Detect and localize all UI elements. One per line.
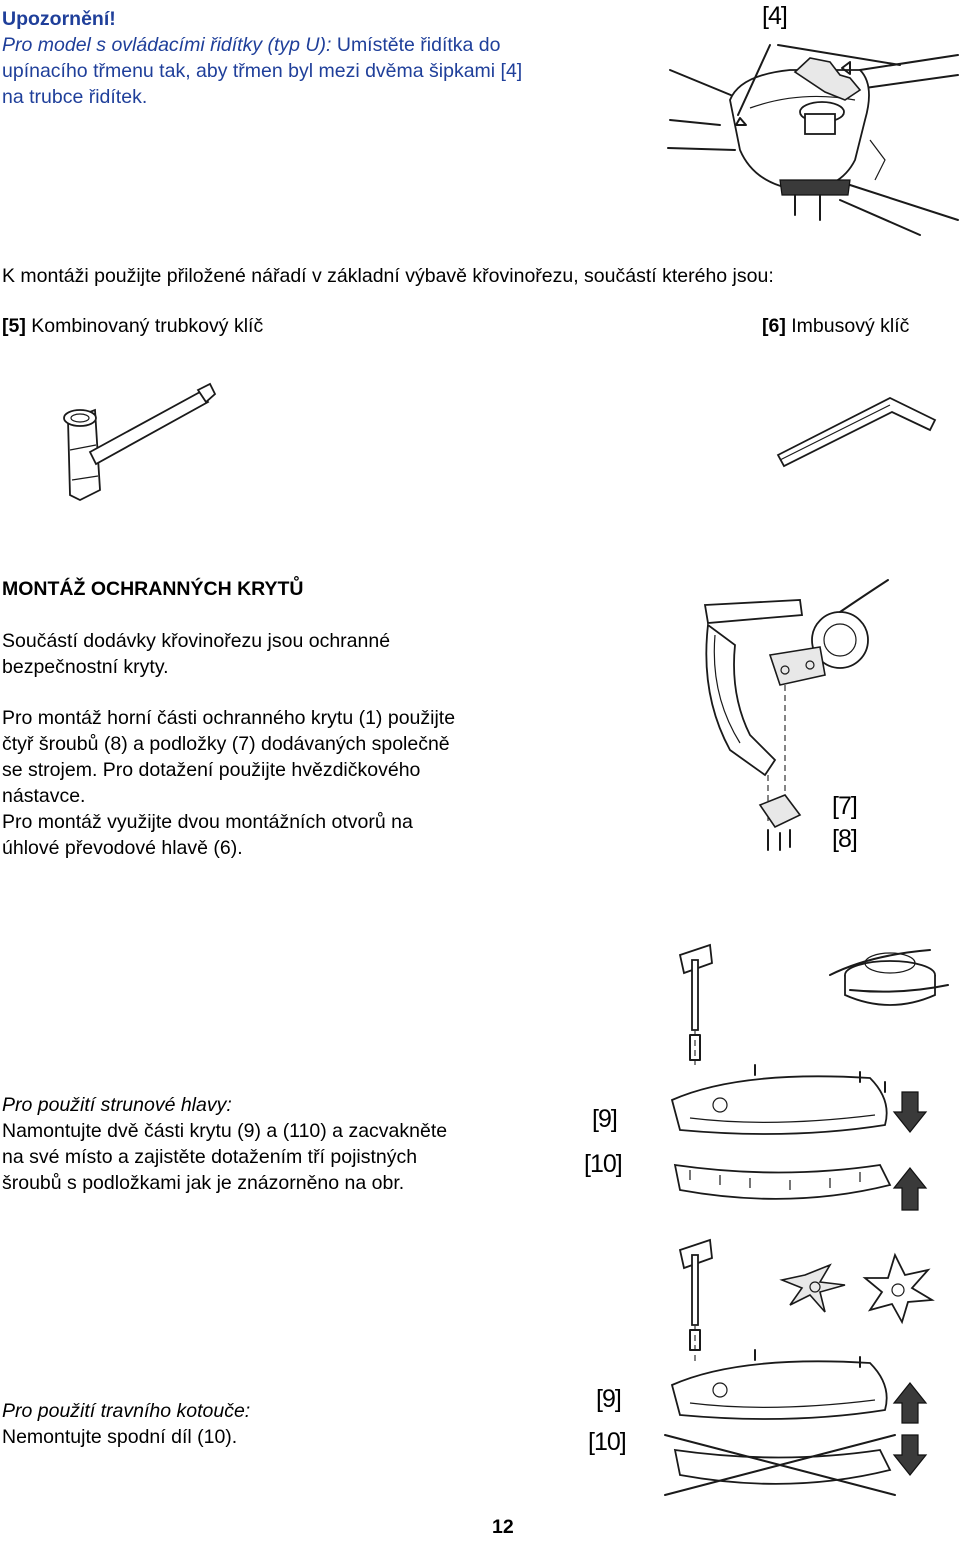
- blade-line-1: Nemontujte spodní díl (10).: [2, 1426, 238, 1448]
- warning-line-1: [2, 32, 642, 58]
- blade-tool-illustration: [670, 1230, 950, 1370]
- guards-p2-line-5: Pro montáž využijte dvou montážních otvorů na: [2, 811, 413, 833]
- hex-allen-key-illustration: [770, 390, 945, 470]
- warning-title: Upozornění!: [2, 8, 116, 30]
- string-head-block: [2, 1092, 562, 1196]
- warning-block: [2, 6, 642, 110]
- string-head-title: Pro použití strunové hlavy:: [2, 1094, 232, 1116]
- string-head-line-2: na své místo a zajistěte dotažením tří pojistných: [2, 1146, 418, 1168]
- figure-label-8: [8]: [832, 825, 857, 853]
- figure-label-7: [7]: [832, 792, 857, 820]
- combination-socket-wrench-illustration: [50, 380, 220, 515]
- tools-intro: K montáži použijte přiložené nářadí v základní výbavě křovinořezu, součástí kterého jsou:: [2, 265, 774, 287]
- tool-5-name: Kombinovaný trubkový klíč: [25, 315, 264, 337]
- string-head-label-9: [9]: [592, 1105, 617, 1133]
- guards-p2-line-1: Pro montáž horní části ochranného krytu (1) použijte: [2, 707, 456, 729]
- guards-p1-line-1: Součástí dodávky křovinořezu jsou ochranné: [2, 630, 391, 652]
- tool-6-name: Imbusový klíč: [785, 315, 910, 337]
- upper-guard-assembly-illustration: [690, 575, 900, 860]
- string-head-tool-illustration: [670, 935, 950, 1070]
- guards-p2-line-6: úhlové převodové hlavě (6).: [2, 837, 243, 859]
- guard-parts-9-10-illustration: [660, 1070, 930, 1225]
- tool-6-number: [6]: [762, 315, 786, 337]
- guards-p2-line-2: čtyř šroubů (8) a podložky (7) dodávaných společně: [2, 733, 450, 755]
- tool-5-caption: [2, 313, 263, 339]
- figure-label-4: [4]: [762, 2, 787, 30]
- guards-paragraph-1: [2, 628, 662, 680]
- guards-p2-line-3: se strojem. Pro dotažení použijte hvězdičkového: [2, 759, 421, 781]
- blade-title: Pro použití travního kotouče:: [2, 1400, 251, 1422]
- guards-p2-line-4: nástavce.: [2, 785, 86, 807]
- blade-label-10: [10]: [588, 1428, 626, 1456]
- blade-block: [2, 1398, 562, 1450]
- string-head-line-1: Namontujte dvě části krytu (9) a (110) a zacvakněte: [2, 1120, 448, 1142]
- warning-text-3: na trubce řidítek.: [2, 86, 148, 108]
- guards-paragraph-2: [2, 705, 662, 861]
- tool-5-number: [5]: [2, 315, 26, 337]
- handlebar-clamp-illustration: [660, 30, 960, 240]
- guard-part-9-blade-illustration: [660, 1355, 930, 1505]
- warning-model-intro: Pro model s ovládacími řidítky (typ U):: [2, 34, 332, 56]
- warning-text-1: Umístěte řidítka do: [331, 34, 501, 56]
- guards-p1-line-2: bezpečnostní kryty.: [2, 656, 169, 678]
- warning-text-2: upínacího třmenu tak, aby třmen byl mezi dvěma šipkami [4]: [2, 60, 523, 82]
- page-number: 12: [492, 1516, 514, 1538]
- tool-6-caption: [762, 313, 909, 339]
- blade-label-9: [9]: [596, 1385, 621, 1413]
- string-head-label-10: [10]: [584, 1150, 622, 1178]
- string-head-line-3: šroubů s podložkami jak je znázorněno na obr.: [2, 1172, 405, 1194]
- section-heading-guards: MONTÁŽ OCHRANNÝCH KRYTŮ: [2, 578, 304, 600]
